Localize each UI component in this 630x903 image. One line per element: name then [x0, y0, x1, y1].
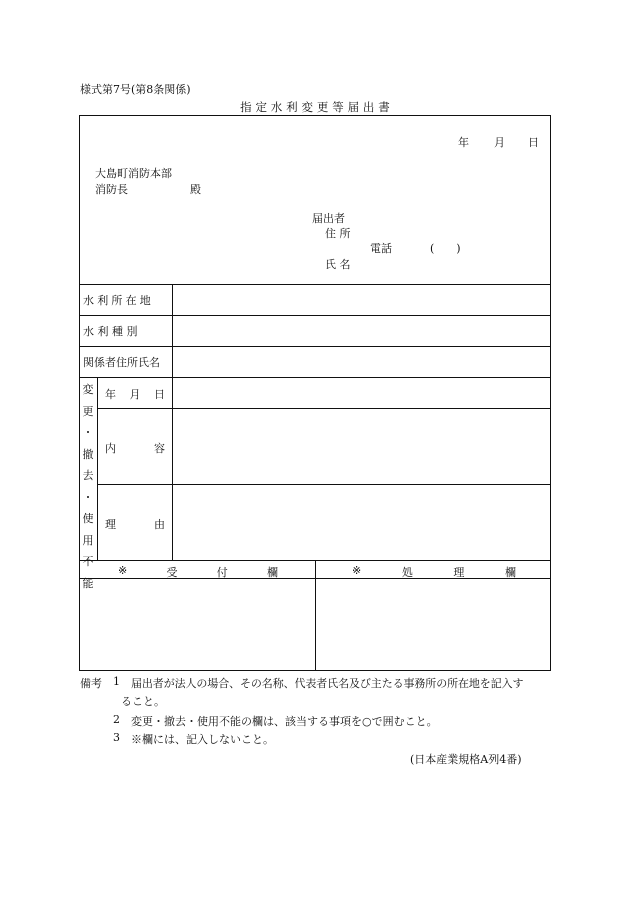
label-date-year: 年: [105, 388, 116, 401]
label-reason-char: 由: [154, 518, 165, 531]
note-1-number: 1: [113, 675, 120, 688]
rule-related-bottom: [79, 377, 551, 378]
label-date-day: 日: [154, 388, 165, 401]
reception-char: 受: [166, 566, 178, 579]
label-date-month: 月: [129, 388, 141, 401]
label-related-party: 関係者住所氏名: [83, 356, 160, 369]
rule-location-bottom: [79, 315, 551, 316]
notifier-label: 届出者: [312, 212, 345, 225]
addressee-office: 大島町消防本部: [95, 167, 172, 180]
vertical-char: 更: [82, 404, 94, 418]
label-date: [105, 386, 165, 402]
rule-processing-divider: [315, 560, 316, 671]
note-1-line1: 届出者が法人の場合、その名称、代表者氏名及び主たる事務所の所在地を記入す: [131, 677, 524, 690]
vertical-char: ・: [82, 490, 94, 504]
vertical-char: ・: [82, 426, 94, 439]
addressee-chief: 消防長: [95, 183, 128, 196]
note-3-number: 3: [113, 731, 120, 744]
notes-label: 備考: [80, 677, 102, 690]
note-3: ※欄には、記入しないこと。: [131, 733, 274, 746]
processing-char: 処: [401, 566, 413, 579]
honorific: 殿: [190, 183, 201, 196]
vertical-char: 使: [82, 512, 94, 525]
label-content-char: 容: [154, 442, 165, 455]
rule-type-bottom: [79, 346, 551, 347]
note-2: 変更・撤去・使用不能の欄は、該当する事項を○で囲むこと。: [131, 715, 438, 728]
vertical-char: 撤: [82, 447, 94, 461]
form-number: 様式第7号(第8条関係): [80, 83, 191, 96]
processing-mark: ※: [352, 564, 362, 577]
label-location: 水利所在地: [83, 294, 154, 307]
phone-parens: ( ): [430, 242, 461, 255]
label-content: [105, 440, 165, 456]
reception-column-header: [118, 564, 278, 580]
reception-mark: ※: [118, 564, 128, 577]
label-reason: [105, 516, 165, 532]
rule-date-bottom: [97, 408, 551, 409]
address-label: 住 所: [325, 227, 351, 240]
reception-char: 欄: [266, 566, 278, 579]
name-label: 氏 名: [325, 258, 351, 271]
processing-column-header: [352, 564, 516, 580]
label-change-removal-unusable: [79, 379, 97, 594]
vertical-char: 去: [82, 469, 94, 482]
rule-content-bottom: [97, 484, 551, 485]
vertical-char: 不: [82, 555, 94, 568]
vertical-char: 用: [82, 533, 94, 547]
label-type: 水 利 種 別: [83, 325, 138, 338]
label-reason-char: 理: [105, 518, 116, 531]
label-content-char: 内: [105, 442, 116, 455]
date-day: 日: [528, 136, 539, 149]
processing-char: 理: [453, 566, 465, 579]
note-1-line2: ること。: [121, 695, 165, 708]
vertical-char: 能: [82, 576, 94, 590]
date-year: 年: [458, 136, 469, 149]
paper-size-note: (日本産業規格A列4番): [410, 753, 522, 766]
reception-char: 付: [216, 566, 228, 579]
rule-header-bottom: [79, 284, 551, 285]
rule-label-column: [172, 284, 173, 560]
vertical-char: 変: [82, 383, 94, 396]
date-month: 月: [494, 136, 505, 149]
phone-label: 電話: [370, 242, 392, 255]
processing-char: 欄: [505, 566, 516, 579]
note-2-number: 2: [113, 713, 120, 726]
rule-vertical-label-column: [97, 377, 98, 560]
form-title: 指 定 水 利 変 更 等 届 出 書: [240, 100, 390, 114]
